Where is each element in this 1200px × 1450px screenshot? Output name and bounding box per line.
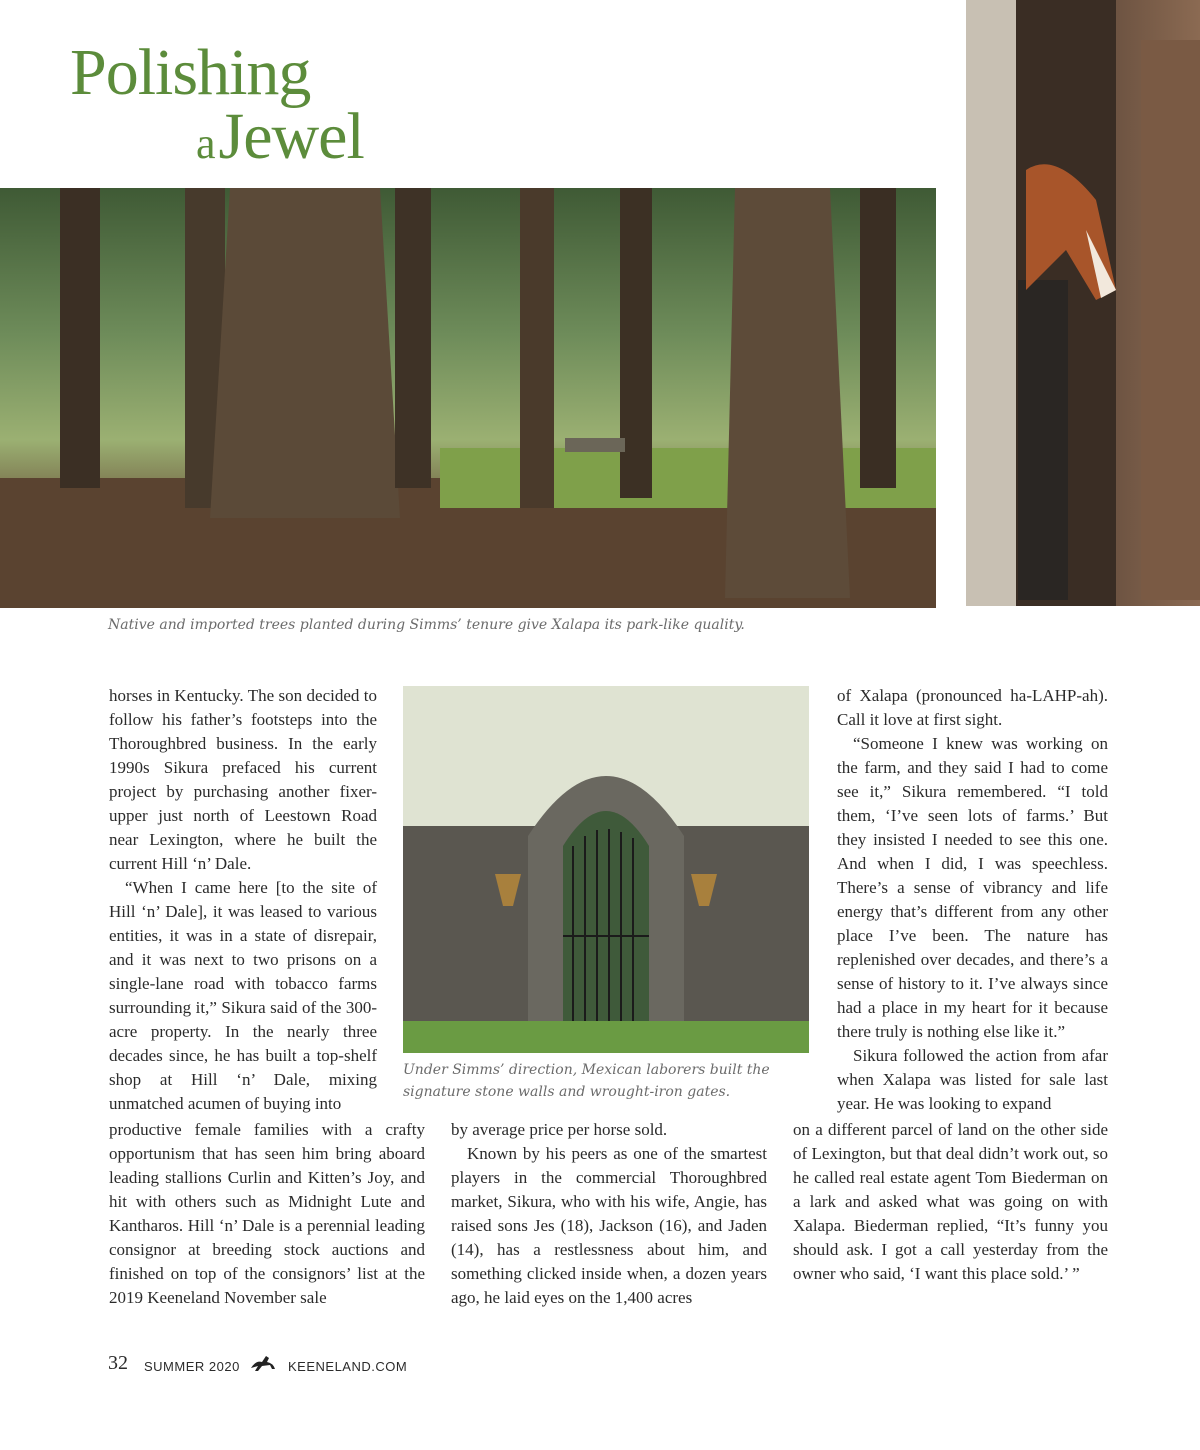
forest-caption: Native and imported trees planted during Simms’ tenure give Xalapa its park-like quality.	[108, 617, 745, 633]
col3-paragraph-4: on a different parcel of land on the other side of Lexington, but that deal didn’t work out, so he called real estate agent Tom Biederman on a lark and asked what was going on with Xalapa. Biederman replied, “It’s funny you should ask. I got a call yesterday from the owner who said, ‘I want this place sold.’ ”	[793, 1120, 1108, 1283]
column-1-lower	[109, 1118, 425, 1310]
col1-paragraph-2: “When I came here [to the site of Hill ‘n’ Dale], it was leased to various entities, it was in a state of disrepair, and it was next to two prisons on a single-lane road with tobacco farms surrounding it,” Sikura said of the 300-acre property. In the nearly three decades since, he has built a top-shelf shop at Hill ‘n’ Dale, mixing unmatched acumen of buying into	[109, 878, 377, 1113]
stone-gate-illustration	[403, 686, 809, 1053]
column-1-upper	[109, 684, 377, 1116]
headline-jewel: Jewel	[218, 100, 364, 173]
col2-paragraph-1: by average price per horse sold.	[451, 1120, 668, 1139]
column-2	[451, 1118, 767, 1310]
col3-paragraph-2: “Someone I knew was working on the farm, and they said I had to come see it,” Sikura remembered. “I told them, ‘I’ve seen lots of farms.’ But they insisted I needed to see this one. And when I did, I was speechless. There’s a sense of vibrancy and life energy that’s different from any other place I’ve been. The nature has replenished over decades, and there’s a sense of history to it. I’ve always since had a place in my heart for it because there truly is nothing else like it.”	[837, 734, 1108, 1041]
col3-paragraph-1: of Xalapa (pronounced ha-LAHP-ah). Call it love at first sight.	[837, 686, 1108, 729]
col2-paragraph-2: Known by his peers as one of the smartest players in the commercial Thoroughbred market, Sikura, who with his wife, Angie, has raised sons Jes (18), Jackson (16), and Jaden (14), has a restlessness about him, and something clicked inside when, a dozen years ago, he laid eyes on the 1,400 acres	[451, 1144, 767, 1307]
website-label: KEENELAND.COM	[288, 1359, 408, 1374]
forest-photo	[0, 188, 936, 608]
col1-paragraph-1: horses in Kentucky. The son decided to follow his father’s footsteps into the Thoroughbred business. In the early 1990s Sikura prefaced his current project by purchasing another fixer-upper just north of Leestown Road near Lexington, where he built the current Hill ‘n’ Dale.	[109, 686, 377, 873]
horse-barn-photo	[966, 0, 1200, 606]
col3-paragraph-3: Sikura followed the action from afar when Xalapa was listed for sale last year. He was looking to expand	[837, 1046, 1108, 1113]
horse-barn-illustration	[966, 0, 1200, 606]
horse-logo-icon	[248, 1352, 278, 1374]
stone-gate-photo	[403, 686, 809, 1053]
headline-article: a	[196, 119, 215, 168]
page-number: 32	[108, 1352, 128, 1374]
issue-label: SUMMER 2020	[144, 1359, 240, 1374]
headline-line1: Polishing	[70, 36, 311, 109]
column-3-lower	[793, 1118, 1108, 1286]
forest-illustration	[0, 188, 936, 608]
column-3-upper	[837, 684, 1108, 1116]
headline-line2	[196, 100, 364, 173]
col1-paragraph-3: productive female families with a crafty opportunism that has seen him bring aboard leading stallions Curlin and Kitten’s Joy, and hit with others such as Midnight Lute and Kantharos. Hill ‘n’ Dale is a perennial leading consignor at breeding stock auctions and finished on top of the consignors’ list at the 2019 Keeneland November sale	[109, 1120, 425, 1307]
gate-caption: Under Simms’ direction, Mexican laborers built the signature stone walls and wrought-iron gates.	[403, 1062, 770, 1100]
